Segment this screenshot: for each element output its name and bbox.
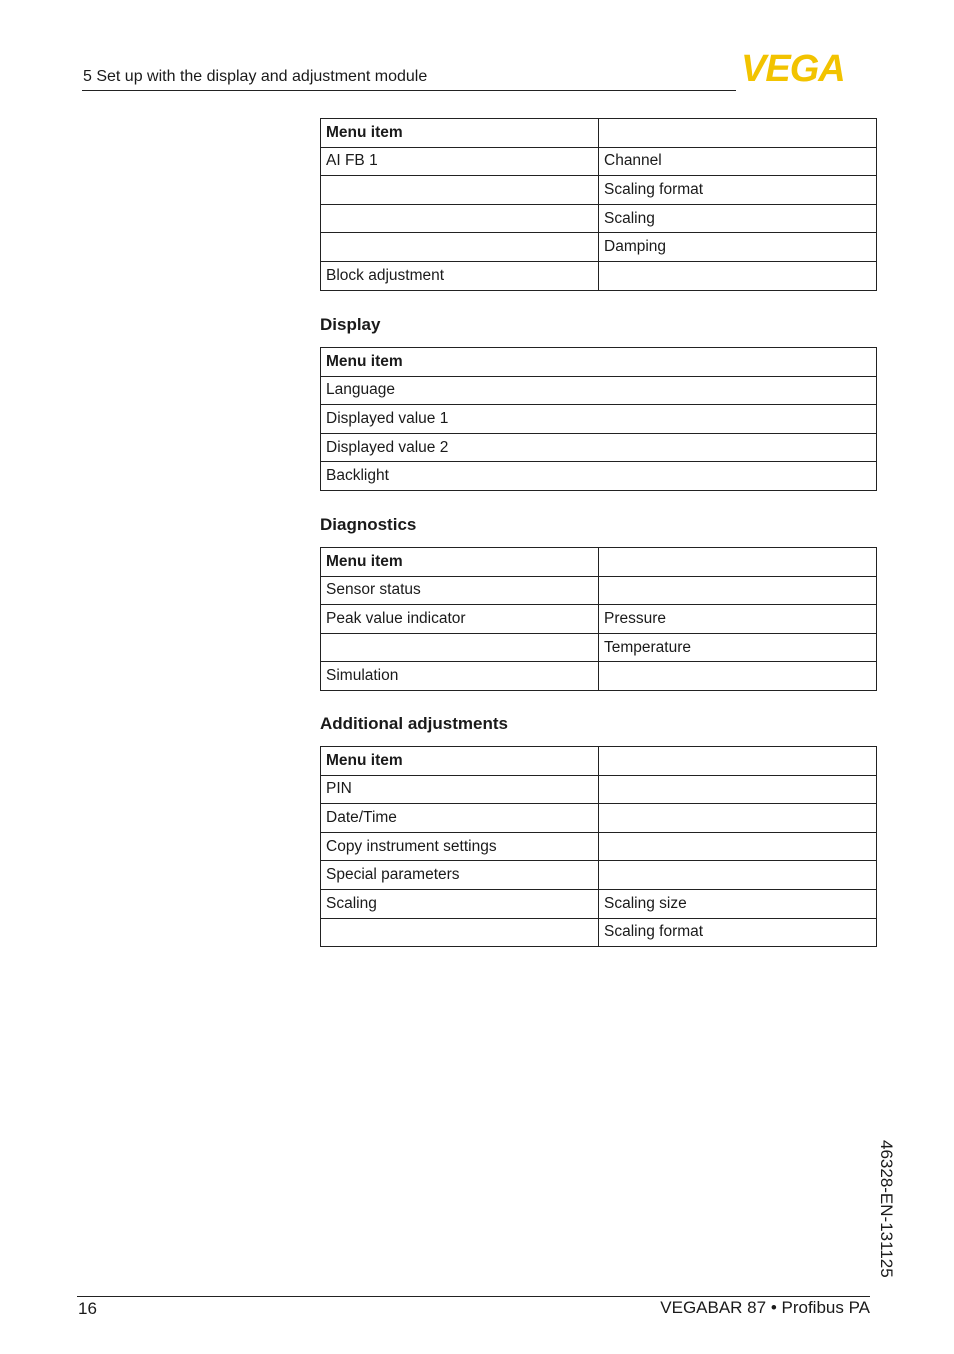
table-cell: Scaling format — [599, 176, 877, 205]
page-header-title: 5 Set up with the display and adjustment module — [83, 68, 428, 85]
logo-text: VEGA — [741, 52, 845, 84]
table-row — [321, 433, 877, 462]
setup-menu-table — [320, 118, 877, 291]
table-row — [321, 147, 877, 176]
document-code: 46328-EN-131125 — [877, 1140, 896, 1278]
table-row — [321, 176, 877, 205]
table-cell: Block adjustment — [321, 261, 599, 290]
table-cell — [321, 633, 599, 662]
table-row — [321, 576, 877, 605]
table-row — [321, 832, 877, 861]
table-row — [321, 633, 877, 662]
table-cell: Menu item — [321, 348, 877, 377]
section-title-diagnostics: Diagnostics — [320, 515, 417, 534]
table-cell: Date/Time — [321, 804, 599, 833]
section-title-additional-adjustments: Additional adjustments — [320, 714, 508, 733]
table-row — [321, 462, 877, 491]
table-row — [321, 548, 877, 577]
table-cell: Backlight — [321, 462, 877, 491]
table-cell — [321, 176, 599, 205]
table-cell — [321, 204, 599, 233]
product-name: VEGABAR 87 • Profibus PA — [660, 1298, 870, 1317]
table-cell: Pressure — [599, 605, 877, 634]
table-row — [321, 348, 877, 377]
table-cell — [321, 233, 599, 262]
table-cell — [599, 548, 877, 577]
table-cell: Simulation — [321, 662, 599, 691]
table-cell: Scaling size — [599, 889, 877, 918]
table-row — [321, 775, 877, 804]
table-cell — [599, 261, 877, 290]
table-row — [321, 605, 877, 634]
table-cell: Special parameters — [321, 861, 599, 890]
display-menu-table — [320, 347, 877, 491]
table-row — [321, 662, 877, 691]
table-cell: Menu item — [321, 119, 599, 148]
table-cell — [599, 832, 877, 861]
diagnostics-menu-table — [320, 547, 877, 691]
additional-adjustments-menu-table — [320, 746, 877, 947]
table-cell: Temperature — [599, 633, 877, 662]
table-row — [321, 119, 877, 148]
section-title-display: Display — [320, 315, 381, 334]
page-number: 16 — [78, 1299, 97, 1318]
table-row — [321, 405, 877, 434]
table-row — [321, 376, 877, 405]
table-cell: Displayed value 1 — [321, 405, 877, 434]
table-cell — [599, 119, 877, 148]
table-cell — [599, 576, 877, 605]
header-divider — [82, 90, 736, 91]
table-cell: Menu item — [321, 548, 599, 577]
table-cell — [599, 662, 877, 691]
table-cell: Displayed value 2 — [321, 433, 877, 462]
table-cell: AI FB 1 — [321, 147, 599, 176]
table-cell: Peak value indicator — [321, 605, 599, 634]
table-row — [321, 204, 877, 233]
table-row — [321, 261, 877, 290]
table-cell — [321, 918, 599, 947]
table-row — [321, 889, 877, 918]
table-cell — [599, 775, 877, 804]
table-row — [321, 918, 877, 947]
vega-logo — [741, 52, 873, 84]
table-cell: Copy instrument settings — [321, 832, 599, 861]
table-cell — [599, 747, 877, 776]
table-cell: Scaling — [321, 889, 599, 918]
table-row — [321, 861, 877, 890]
table-cell: Damping — [599, 233, 877, 262]
table-cell: PIN — [321, 775, 599, 804]
table-cell — [599, 804, 877, 833]
table-row — [321, 747, 877, 776]
table-cell: Language — [321, 376, 877, 405]
table-cell: Scaling format — [599, 918, 877, 947]
table-row — [321, 233, 877, 262]
table-cell: Sensor status — [321, 576, 599, 605]
table-cell: Channel — [599, 147, 877, 176]
table-cell: Menu item — [321, 747, 599, 776]
footer-divider — [77, 1296, 870, 1297]
table-row — [321, 804, 877, 833]
table-cell — [599, 861, 877, 890]
table-cell: Scaling — [599, 204, 877, 233]
